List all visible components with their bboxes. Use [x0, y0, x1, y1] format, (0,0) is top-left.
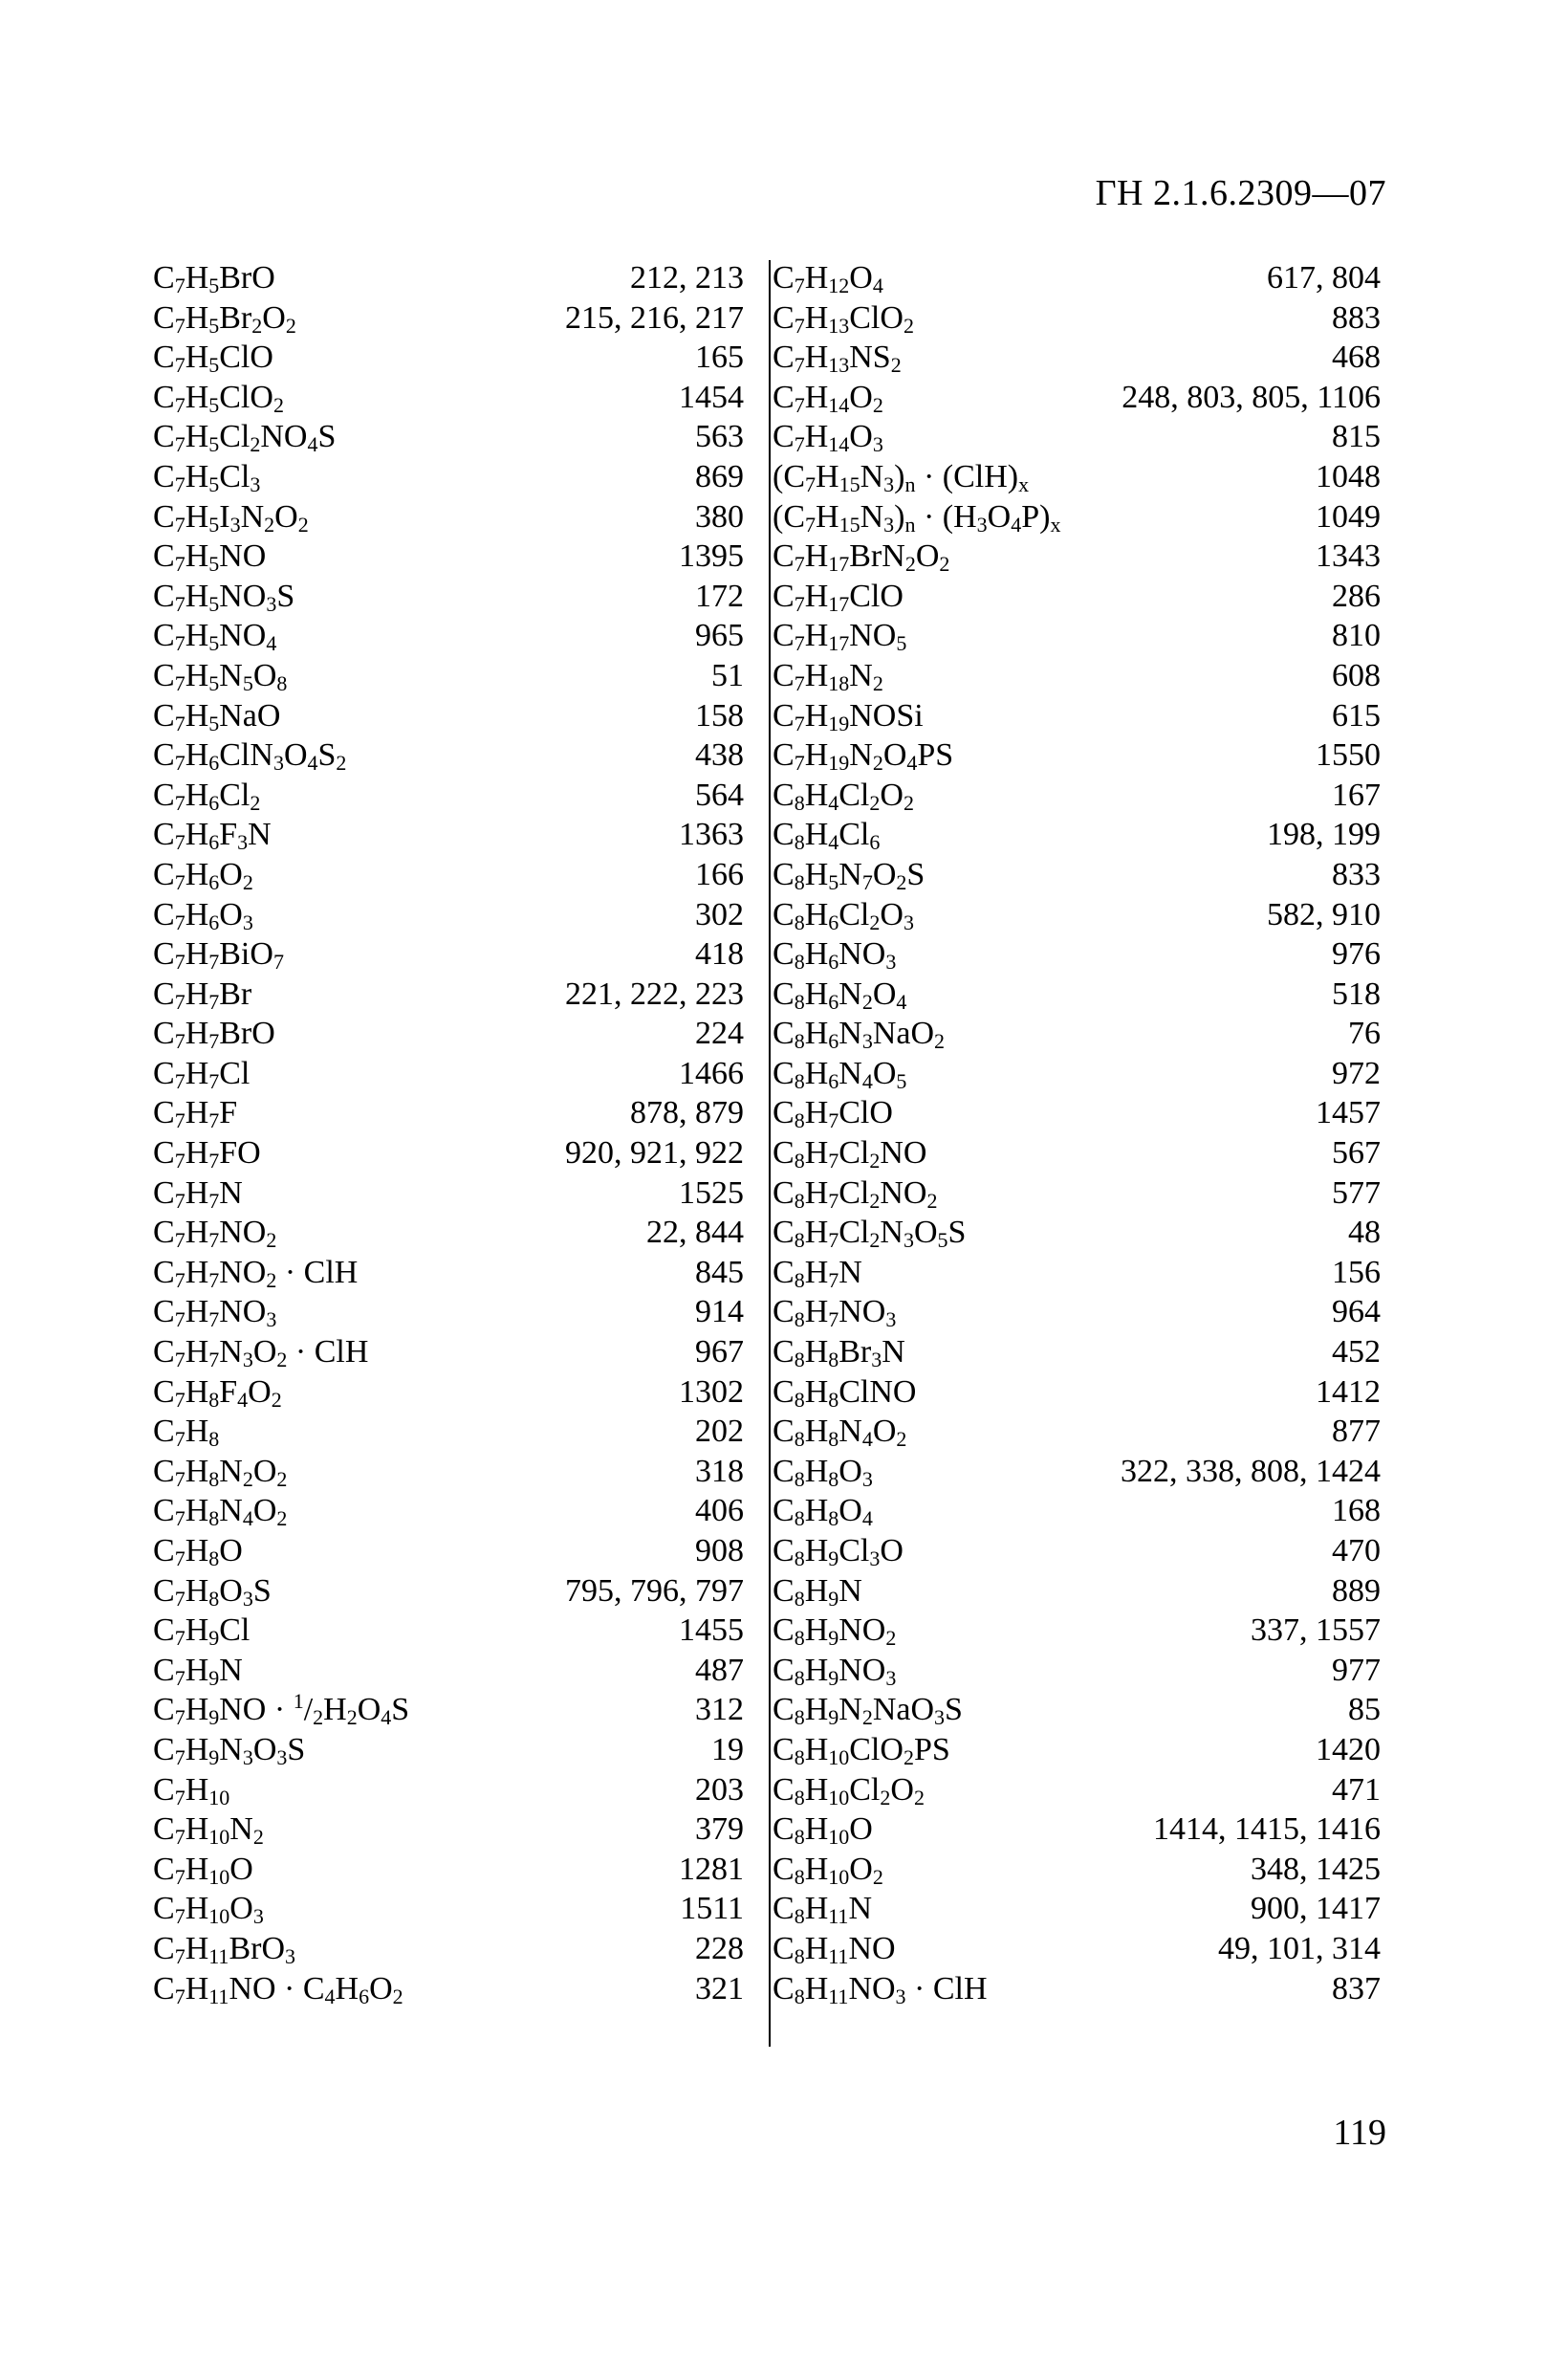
entry-references: 224	[695, 1016, 744, 1052]
formula: $C_7H_8N_4O_2$	[153, 1493, 288, 1531]
formula: $C_8H_9N$	[773, 1572, 862, 1611]
index-entry	[773, 1253, 1381, 1293]
formula: $C_7H_6O_2$	[153, 856, 253, 894]
formula: $C_8H_8ClNO$	[773, 1373, 917, 1412]
formula: $C_7H_{14}O_2$	[773, 379, 883, 417]
index-entry	[773, 1690, 1381, 1730]
index-entry	[773, 1372, 1381, 1413]
formula: $C_7H_6ClN_3O_4S_2$	[153, 737, 347, 776]
entry-references: 49, 101, 314	[1218, 1930, 1381, 1966]
index-entry	[773, 1929, 1381, 1969]
formula: $C_7H_{11}BrO_3$	[153, 1930, 295, 1968]
index-entry	[773, 776, 1381, 816]
entry-references: 833	[1332, 856, 1381, 892]
entry-references: 1457	[1316, 1095, 1381, 1131]
entry-references: 908	[695, 1533, 744, 1568]
index-entry	[153, 298, 744, 339]
entry-references: 312	[695, 1692, 744, 1728]
entry-references: 810	[1332, 618, 1381, 654]
formula: $C_7H_{10}N_2$	[153, 1811, 264, 1850]
entry-references: 1511	[680, 1891, 744, 1927]
formula: $C_8H_{10}O$	[773, 1811, 873, 1850]
formula: $C_8H_4Cl_6$	[773, 817, 881, 855]
entry-references: 976	[1332, 936, 1381, 973]
formula: $C_8H_8N_4O_2$	[773, 1414, 907, 1452]
entry-references: 166	[695, 856, 744, 892]
formula: $C_8H_{10}ClO_2PS$	[773, 1731, 950, 1769]
formula: $C_7H_5I_3N_2O_2$	[153, 498, 309, 537]
entry-references: 1302	[679, 1373, 744, 1410]
index-entry	[153, 1889, 744, 1929]
index-entry	[773, 497, 1381, 537]
index-entry	[773, 378, 1381, 418]
entry-references: 1281	[679, 1851, 744, 1887]
index-entry	[773, 1531, 1381, 1571]
entry-references: 883	[1332, 299, 1381, 336]
index-entry	[773, 537, 1381, 577]
entry-references: 302	[695, 896, 744, 932]
entry-references: 977	[1332, 1652, 1381, 1688]
index-entry	[153, 1651, 744, 1691]
formula: $(C_7H_{15}N_3)_n \cdot (ClH)_x$	[773, 458, 1030, 496]
index-entry	[153, 1969, 744, 2009]
formula: $C_8H_7Cl_2NO$	[773, 1135, 927, 1173]
index-entry	[153, 1332, 744, 1372]
entry-references: 889	[1332, 1572, 1381, 1609]
index-entry	[773, 934, 1381, 975]
formula: $C_7H_6F_3N$	[153, 817, 272, 855]
index-entry	[153, 1850, 744, 1890]
index-entry	[773, 616, 1381, 656]
entry-references: 158	[695, 697, 744, 734]
formula: $C_8H_7Cl_2N_3O_5S$	[773, 1215, 967, 1253]
formula: $C_7H_{19}NOSi$	[773, 697, 924, 735]
formula: $C_8H_{11}N$	[773, 1891, 872, 1929]
formula: $C_7H_5ClO$	[153, 340, 273, 378]
formula: $C_8H_6N_3NaO_2$	[773, 1016, 946, 1054]
index-entry	[773, 1292, 1381, 1332]
entry-references: 76	[1348, 1016, 1381, 1052]
index-entry	[153, 1770, 744, 1810]
entry-references: 1048	[1316, 458, 1381, 494]
index-entry	[773, 855, 1381, 895]
index-entry	[773, 1452, 1381, 1492]
index-entry	[153, 1054, 744, 1094]
formula: $C_7H_{11}NO \cdot C_4H_6O_2$	[153, 1970, 403, 2008]
entry-references: 1412	[1316, 1373, 1381, 1410]
entry-references: 51	[711, 657, 744, 693]
formula: $C_7H_5Cl_3$	[153, 458, 261, 496]
formula: $C_7H_7NO_3$	[153, 1294, 277, 1332]
entry-references: 869	[695, 458, 744, 494]
index-entry	[773, 1571, 1381, 1612]
entry-references: 215, 216, 217	[565, 299, 744, 336]
entry-references: 348, 1425	[1251, 1851, 1381, 1887]
entry-references: 1395	[679, 538, 744, 575]
entry-references: 877	[1332, 1414, 1381, 1450]
index-entry	[773, 1173, 1381, 1214]
formula: $C_7H_7N$	[153, 1174, 243, 1213]
formula: $C_7H_6Cl_2$	[153, 777, 261, 815]
formula: $C_7H_7NO_2$	[153, 1215, 277, 1253]
formula: $C_8H_4Cl_2O_2$	[773, 777, 914, 815]
index-entry	[153, 1929, 744, 1969]
formula: $C_8H_8Br_3N$	[773, 1334, 905, 1372]
formula: $C_7H_{13}ClO_2$	[773, 299, 914, 338]
entry-references: 815	[1332, 419, 1381, 455]
formula: $C_7H_{17}NO_5$	[773, 618, 907, 656]
index-entry	[153, 934, 744, 975]
index-entry	[153, 1292, 744, 1332]
entry-references: 212, 213	[630, 260, 744, 296]
document-code: ГН 2.1.6.2309—07	[1095, 173, 1386, 213]
formula: $C_8H_9NO_3$	[773, 1652, 897, 1690]
index-entry	[773, 1611, 1381, 1651]
entry-references: 582, 910	[1267, 896, 1381, 932]
entry-references: 418	[695, 936, 744, 973]
entry-references: 967	[695, 1334, 744, 1370]
entry-references: 203	[695, 1771, 744, 1808]
index-entry	[153, 497, 744, 537]
formula: $C_7H_{10}$	[153, 1771, 230, 1809]
formula: $C_7H_7F$	[153, 1095, 238, 1133]
entry-references: 172	[695, 578, 744, 614]
entry-references: 1525	[679, 1174, 744, 1211]
entry-references: 1363	[679, 817, 744, 853]
index-entry	[773, 1054, 1381, 1094]
formula: $C_7H_5Br_2O_2$	[153, 299, 296, 338]
formula: $C_7H_{12}O_4$	[773, 260, 883, 297]
index-entry	[153, 1690, 744, 1730]
formula: $C_7H_9N_3O_3S$	[153, 1731, 306, 1769]
formula: $C_8H_6N_4O_5$	[773, 1055, 907, 1093]
formula: $C_7H_{17}ClO$	[773, 578, 904, 616]
index-entry	[153, 537, 744, 577]
formula: $C_7H_{14}O_3$	[773, 419, 883, 457]
entry-references: 156	[1332, 1254, 1381, 1290]
formula: $C_8H_{11}NO_3$ · ClH	[773, 1970, 988, 2008]
entry-references: 337, 1557	[1251, 1612, 1381, 1649]
index-entry	[153, 855, 744, 895]
formula: $C_7H_5NO_3S$	[153, 578, 295, 616]
entry-references: 1049	[1316, 498, 1381, 535]
index-entry	[773, 1730, 1381, 1770]
formula: $C_8H_5N_7O_2S$	[773, 856, 926, 894]
formula: $(C_7H_{15}N_3)_n \cdot (H_3O_4P)_x$	[773, 498, 1061, 537]
entry-references: 202	[695, 1414, 744, 1450]
entry-references: 1454	[679, 379, 744, 415]
index-entry	[773, 417, 1381, 457]
formula: $C_7H_7Br$	[153, 976, 252, 1014]
index-entry	[773, 1651, 1381, 1691]
index-entry	[153, 735, 744, 776]
formula: $C_8H_9NO_2$	[773, 1612, 897, 1651]
entry-references: 608	[1332, 657, 1381, 693]
entry-references: 221, 222, 223	[565, 976, 744, 1012]
entry-references: 167	[1332, 777, 1381, 813]
entry-references: 1420	[1316, 1731, 1381, 1767]
formula: $C_7H_9N$	[153, 1652, 243, 1690]
formula: $C_8H_8O_4$	[773, 1493, 873, 1531]
entry-references: 837	[1332, 1970, 1381, 2006]
index-entry	[153, 895, 744, 935]
entry-references: 914	[695, 1294, 744, 1330]
index-entry	[153, 616, 744, 656]
formula: $C_7H_5NaO$	[153, 697, 281, 735]
entry-references: 920, 921, 922	[565, 1135, 744, 1172]
index-entry	[153, 815, 744, 855]
entry-references: 795, 796, 797	[565, 1572, 744, 1609]
entry-references: 845	[695, 1254, 744, 1290]
index-entry	[773, 258, 1381, 298]
index-entry	[773, 1014, 1381, 1054]
formula: $C_8H_9N_2NaO_3S$	[773, 1692, 963, 1730]
index-entry	[773, 457, 1381, 497]
index-entry	[153, 1173, 744, 1214]
formula: $C_8H_{10}O_2$	[773, 1851, 883, 1889]
index-entry	[153, 1014, 744, 1054]
formula: $C_7H_7Cl$	[153, 1055, 250, 1093]
index-entry	[153, 656, 744, 696]
index-entry	[153, 1571, 744, 1612]
index-entry	[773, 1491, 1381, 1531]
index-entry	[153, 417, 744, 457]
formula: $C_7H_{10}O_3$	[153, 1891, 264, 1929]
entry-references: 900, 1417	[1251, 1891, 1381, 1927]
formula: $C_7H_5N_5O_8$	[153, 657, 288, 695]
entry-references: 1455	[679, 1612, 744, 1649]
entry-references: 577	[1332, 1174, 1381, 1211]
formula: $C_7H_9Cl$	[153, 1612, 250, 1651]
formula: $C_7H_7NO_2$ · ClH	[153, 1254, 359, 1292]
entry-references: 380	[695, 498, 744, 535]
formula: $C_7H_7N_3O_2$ · ClH	[153, 1334, 369, 1372]
entry-references: 286	[1332, 578, 1381, 614]
entry-references: 617, 804	[1267, 260, 1381, 296]
formula: $C_8H_7Cl_2NO_2$	[773, 1174, 938, 1213]
formula: $C_7H_{19}N_2O_4PS$	[773, 737, 954, 776]
entry-references: 165	[695, 340, 744, 376]
index-entry	[773, 1093, 1381, 1133]
index-entry	[773, 1809, 1381, 1850]
formula-index-right-column	[773, 258, 1381, 2008]
formula: $C_8H_7ClO$	[773, 1095, 893, 1133]
index-entry	[773, 1889, 1381, 1929]
index-entry	[153, 378, 744, 418]
index-entry	[773, 815, 1381, 855]
index-entry	[153, 776, 744, 816]
index-entry	[773, 1770, 1381, 1810]
formula: $C_7H_8$	[153, 1414, 220, 1452]
formula: $C_8H_8O_3$	[773, 1453, 873, 1491]
formula: $C_7H_7FO$	[153, 1135, 261, 1173]
index-entry	[153, 338, 744, 378]
index-entry	[153, 1412, 744, 1452]
index-entry	[153, 577, 744, 617]
index-entry	[773, 1969, 1381, 2009]
index-entry	[153, 1213, 744, 1253]
formula: $C_7H_{18}N_2$	[773, 657, 883, 695]
entry-references: 468	[1332, 340, 1381, 376]
formula: $C_7H_8F_4O_2$	[153, 1373, 282, 1412]
formula: $C_8H_7NO_3$	[773, 1294, 897, 1332]
formula: $C_7H_5Cl_2NO_4S$	[153, 419, 337, 457]
formula: $C_7H_{13}NS_2$	[773, 340, 902, 378]
formula: $C_7H_9NO \cdot ^1/_2H_2O_4S$	[153, 1689, 410, 1730]
entry-references: 965	[695, 618, 744, 654]
entry-references: 615	[1332, 697, 1381, 734]
entry-references: 168	[1332, 1493, 1381, 1529]
formula: $C_7H_7BiO_7$	[153, 936, 284, 975]
entry-references: 563	[695, 419, 744, 455]
formula: $C_7H_8O_3S$	[153, 1572, 272, 1611]
formula: $C_8H_{10}Cl_2O_2$	[773, 1771, 925, 1809]
formula: $C_7H_{17}BrN_2O_2$	[773, 538, 950, 577]
index-entry	[153, 457, 744, 497]
entry-references: 198, 199	[1267, 817, 1381, 853]
index-entry	[773, 338, 1381, 378]
entry-references: 1343	[1316, 538, 1381, 575]
entry-references: 964	[1332, 1294, 1381, 1330]
index-entry	[773, 298, 1381, 339]
entry-references: 471	[1332, 1771, 1381, 1808]
formula: $C_8H_{11}NO$	[773, 1930, 896, 1968]
entry-references: 1414, 1415, 1416	[1153, 1811, 1381, 1848]
formula: $C_8H_6N_2O_4$	[773, 976, 907, 1014]
formula: $C_7H_5NO_4$	[153, 618, 277, 656]
entry-references: 318	[695, 1453, 744, 1489]
index-entry	[773, 656, 1381, 696]
entry-references: 85	[1348, 1692, 1381, 1728]
entry-references: 379	[695, 1811, 744, 1848]
entry-references: 321	[695, 1970, 744, 2006]
entry-references: 564	[695, 777, 744, 813]
entry-references: 518	[1332, 976, 1381, 1012]
index-entry	[153, 1372, 744, 1413]
entry-references: 322, 338, 808, 1424	[1121, 1453, 1381, 1489]
entry-references: 438	[695, 737, 744, 774]
formula: $C_7H_5ClO_2$	[153, 379, 284, 417]
index-entry	[153, 1611, 744, 1651]
formula: $C_8H_9Cl_3O$	[773, 1533, 904, 1570]
formula: $C_7H_8N_2O_2$	[153, 1453, 288, 1491]
entry-references: 487	[695, 1652, 744, 1688]
index-entry	[153, 1809, 744, 1850]
formula: $C_7H_6O_3$	[153, 896, 253, 934]
index-entry	[153, 1531, 744, 1571]
index-entry	[773, 577, 1381, 617]
entry-references: 248, 803, 805, 1106	[1122, 379, 1381, 415]
index-entry	[153, 1253, 744, 1293]
index-entry	[773, 1213, 1381, 1253]
entry-references: 406	[695, 1493, 744, 1529]
entry-references: 48	[1348, 1215, 1381, 1251]
entry-references: 452	[1332, 1334, 1381, 1370]
entry-references: 1466	[679, 1055, 744, 1091]
entry-references: 470	[1332, 1533, 1381, 1568]
entry-references: 567	[1332, 1135, 1381, 1172]
index-entry	[773, 1412, 1381, 1452]
index-entry	[153, 1730, 744, 1770]
index-entry	[773, 1850, 1381, 1890]
formula-index-left-column	[153, 258, 744, 2008]
formula: $C_7H_7BrO$	[153, 1016, 275, 1054]
formula: $C_7H_{10}O$	[153, 1851, 253, 1889]
page-number: 119	[1333, 2113, 1386, 2153]
index-entry	[153, 975, 744, 1015]
index-entry	[773, 895, 1381, 935]
formula: $C_8H_6Cl_2O_3$	[773, 896, 914, 934]
entry-references: 228	[695, 1930, 744, 1966]
entry-references: 1550	[1316, 737, 1381, 774]
formula: $C_8H_6NO_3$	[773, 936, 897, 975]
index-entry	[773, 1332, 1381, 1372]
formula: $C_7H_5BrO$	[153, 260, 275, 297]
entry-references: 22, 844	[646, 1215, 744, 1251]
index-entry	[153, 696, 744, 736]
index-entry	[153, 1133, 744, 1173]
index-entry	[153, 1093, 744, 1133]
index-entry	[773, 975, 1381, 1015]
index-entry	[773, 696, 1381, 736]
index-entry	[773, 1133, 1381, 1173]
index-entry	[153, 1491, 744, 1531]
formula: $C_8H_7N$	[773, 1254, 862, 1292]
index-entry	[153, 258, 744, 298]
formula: $C_7H_8O$	[153, 1533, 243, 1570]
formula: $C_7H_5NO$	[153, 538, 267, 577]
entry-references: 19	[711, 1731, 744, 1767]
index-entry	[773, 735, 1381, 776]
index-entry	[153, 1452, 744, 1492]
column-divider	[769, 260, 771, 2047]
entry-references: 972	[1332, 1055, 1381, 1091]
entry-references: 878, 879	[630, 1095, 744, 1131]
